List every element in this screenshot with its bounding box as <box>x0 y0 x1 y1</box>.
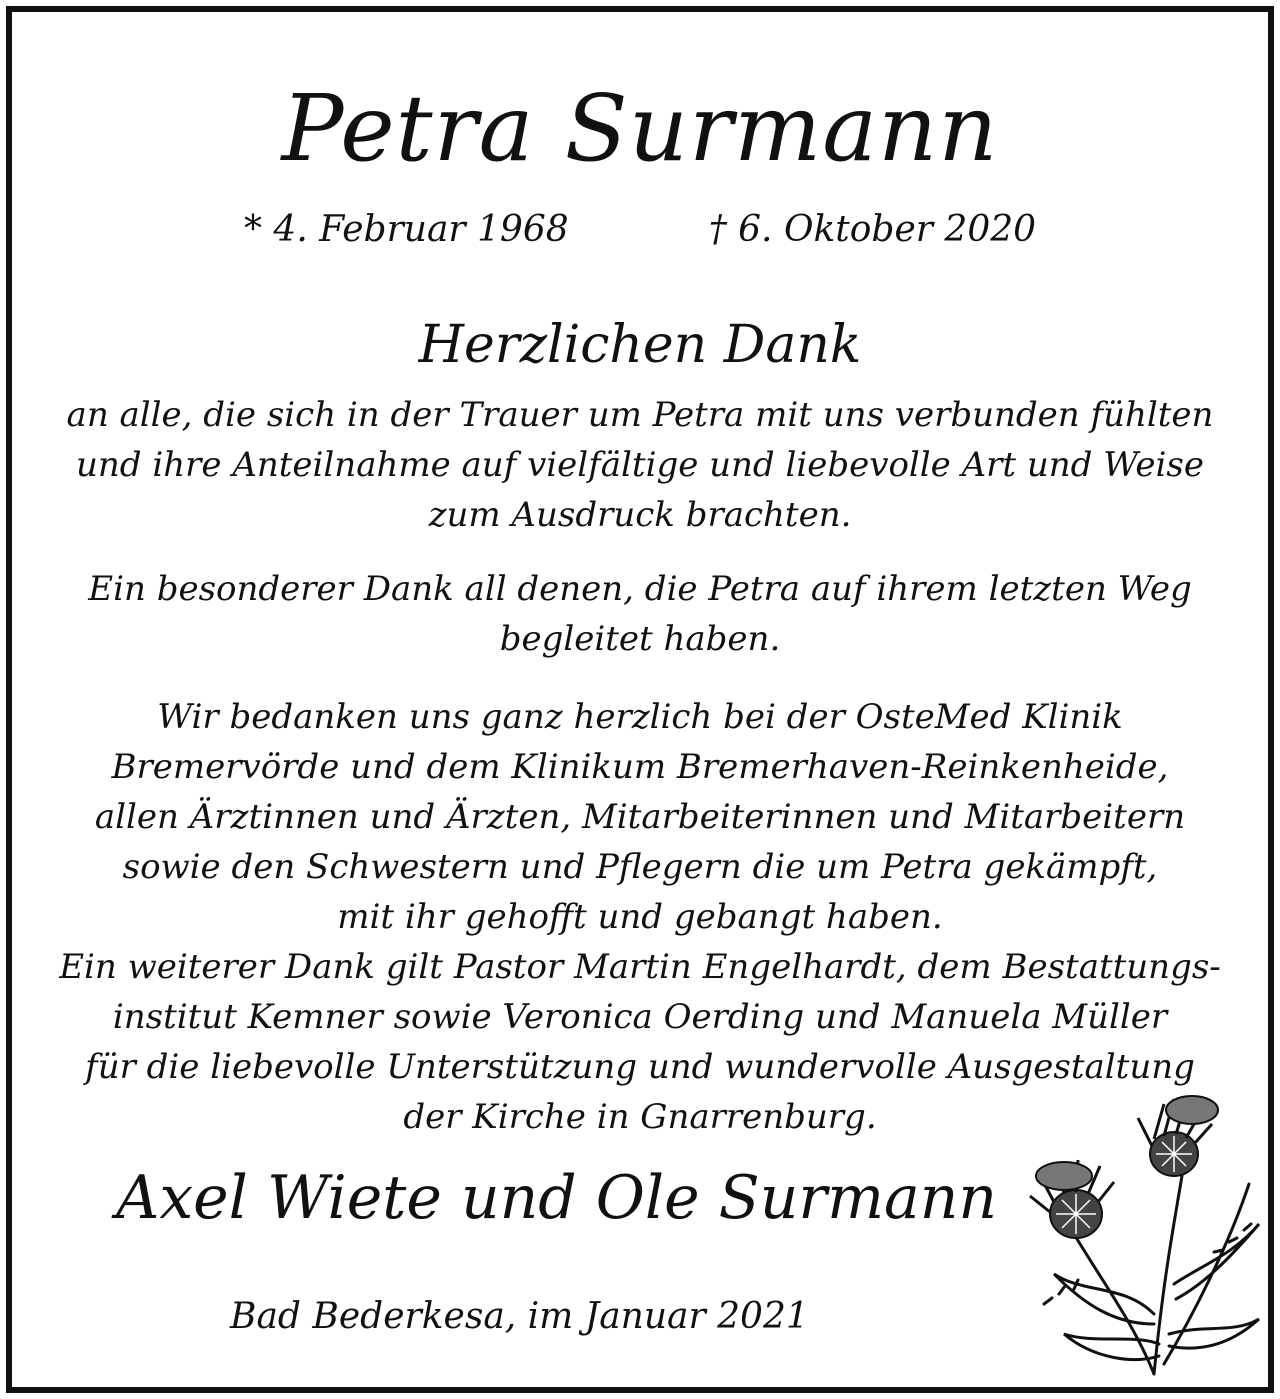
text-line: mit ihr gehofft und gebangt haben. <box>337 897 943 937</box>
paragraph-special-thanks <box>12 564 1268 664</box>
text-line: allen Ärztinnen und Ärzten, Mitarbeiterinnen und Mitarbeitern <box>94 797 1186 837</box>
text-line: sowie den Schwestern und Pflegern die um Petra gekämpft, <box>122 847 1158 887</box>
text-line: zum Ausdruck brachten. <box>428 495 852 535</box>
death-date: † 6. Oktober 2020 <box>708 209 1037 250</box>
life-dates <box>12 208 1268 252</box>
signers: Axel Wiete und Ole Surmann <box>116 1163 998 1233</box>
place-and-date: Bad Bederkesa, im Januar 2021 <box>230 1296 809 1337</box>
text-line: begleitet haben. <box>499 619 781 659</box>
text-line: der Kirche in Gnarrenburg. <box>403 1097 877 1137</box>
paragraph-clinic-thanks <box>12 692 1268 1142</box>
deceased-name: Petra Surmann <box>281 75 999 182</box>
paragraph-thanks-all <box>12 390 1268 540</box>
text-line: Ein besonderer Dank all denen, die Petra auf ihrem letzten Weg <box>88 569 1192 609</box>
notice-content <box>12 12 1268 1387</box>
text-line: institut Kemner sowie Veronica Oerding und Manuela Müller <box>112 997 1168 1037</box>
text-line: Bremervörde und dem Klinikum Bremerhaven-Reinkenheide, <box>111 747 1169 787</box>
notice-frame <box>6 6 1274 1393</box>
text-line: an alle, die sich in der Trauer um Petra mit uns verbunden fühlten <box>66 395 1214 435</box>
birth-date: * 4. Februar 1968 <box>243 209 569 250</box>
text-line: und ihre Anteilnahme auf vielfältige und liebevolle Art und Weise <box>76 445 1204 485</box>
text-line: für die liebevolle Unterstützung und wundervolle Ausgestaltung <box>85 1047 1195 1087</box>
text-line: Wir bedanken uns ganz herzlich bei der OsteMed Klinik <box>157 697 1123 737</box>
thanks-heading: Herzlichen Dank <box>418 315 862 375</box>
thistle-icon <box>1014 1084 1264 1384</box>
text-line: Ein weiterer Dank gilt Pastor Martin Engelhardt, dem Bestattungs- <box>59 947 1221 987</box>
